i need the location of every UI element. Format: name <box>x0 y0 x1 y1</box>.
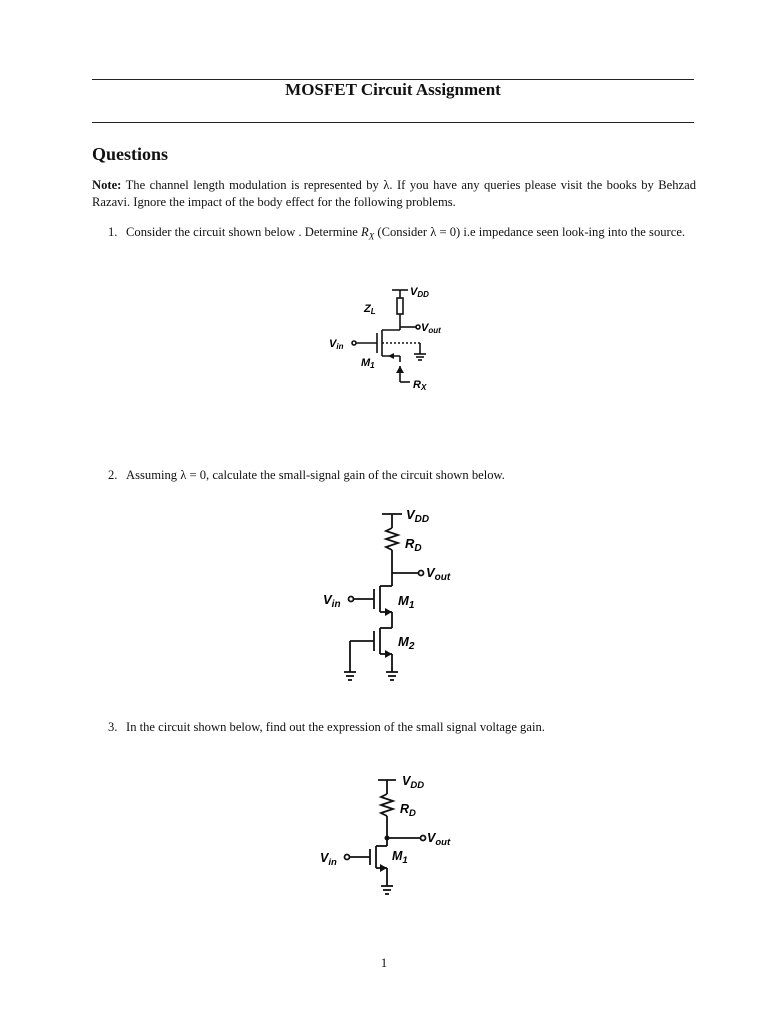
label-main: V <box>421 322 429 334</box>
question-text-part: (Consider λ = 0) i.e impedance seen look-ing into the source. <box>374 225 686 239</box>
label-sub: 1 <box>370 361 375 370</box>
label-sub: X <box>420 383 427 392</box>
vout-label <box>421 322 441 335</box>
label-sub: 1 <box>402 855 408 866</box>
question-2 <box>108 467 694 484</box>
circuit-1-diagram <box>320 278 460 398</box>
label-main: V <box>320 851 329 865</box>
label-main: R <box>413 379 421 391</box>
label-sub: in <box>331 599 341 610</box>
title-bottom-rule <box>92 122 694 123</box>
label-sub: 1 <box>408 600 415 611</box>
note-text: The channel length modulation is represented by λ. If you have any queries please visit the books by Behzad Razavi. Ignore the impact of the body effect for the following problems. <box>92 178 696 209</box>
label-main: M <box>398 593 409 608</box>
label-main: M <box>392 849 403 863</box>
label-main: V <box>427 831 436 845</box>
circuit-2-diagram <box>318 502 478 692</box>
label-main: V <box>323 592 332 607</box>
vin-label <box>320 851 337 868</box>
label-sub: in <box>336 342 344 351</box>
label-sub: out <box>434 572 451 583</box>
label-sub: DD <box>410 780 425 791</box>
question-1 <box>108 224 694 246</box>
m2-label <box>398 634 415 652</box>
label-sub: L <box>370 307 376 316</box>
question-text: Assuming λ = 0, calculate the small-signal gain of the circuit shown below. <box>126 468 505 482</box>
zl-label <box>363 303 376 316</box>
document-title: MOSFET Circuit Assignment <box>285 80 501 99</box>
question-number: 1. <box>108 225 118 239</box>
label-main: R <box>400 802 410 816</box>
label-main: M <box>361 357 371 369</box>
label-sub: D <box>409 808 416 819</box>
label-main: M <box>398 634 409 649</box>
note-label: Note: <box>92 178 122 192</box>
label-sub: DD <box>417 290 429 299</box>
label-sub: 2 <box>408 641 415 652</box>
question-number: 2. <box>108 468 118 482</box>
label-main: V <box>410 286 418 298</box>
label-sub: out <box>435 837 451 848</box>
question-text <box>126 224 694 246</box>
rd-label <box>400 802 416 819</box>
circuit-3-diagram <box>316 768 476 908</box>
label-sub: DD <box>414 514 430 525</box>
label-sub: in <box>328 857 337 868</box>
vdd-label <box>406 507 429 525</box>
label-main: V <box>406 507 415 522</box>
section-heading: Questions <box>92 144 169 164</box>
rd-label <box>405 536 422 554</box>
label-main: R <box>405 536 415 551</box>
vdd-label <box>402 774 424 791</box>
m1-label <box>398 593 415 611</box>
question-number: 3. <box>108 720 118 734</box>
question-variable-subscript: X <box>368 231 375 242</box>
label-main: V <box>402 774 411 788</box>
vdd-label <box>410 286 429 299</box>
question-text: In the circuit shown below, find out the expression of the small signal voltage gain. <box>126 720 545 734</box>
label-main: Z <box>364 303 371 315</box>
question-variable: R <box>361 225 369 239</box>
vout-label <box>426 565 451 583</box>
question-3 <box>108 719 694 736</box>
label-sub: out <box>428 326 441 335</box>
label-main: V <box>329 338 337 350</box>
rx-label <box>413 379 427 392</box>
vout-label <box>427 831 451 848</box>
vin-label <box>323 592 341 610</box>
label-main: V <box>426 565 435 580</box>
label-sub: D <box>414 543 422 554</box>
page-number: 1 <box>380 955 388 970</box>
question-text-part: Consider the circuit shown below . Determine <box>126 225 362 239</box>
vin-label <box>329 338 344 351</box>
m1-label <box>392 849 408 866</box>
m1-label <box>361 357 375 370</box>
note-paragraph <box>92 177 696 211</box>
